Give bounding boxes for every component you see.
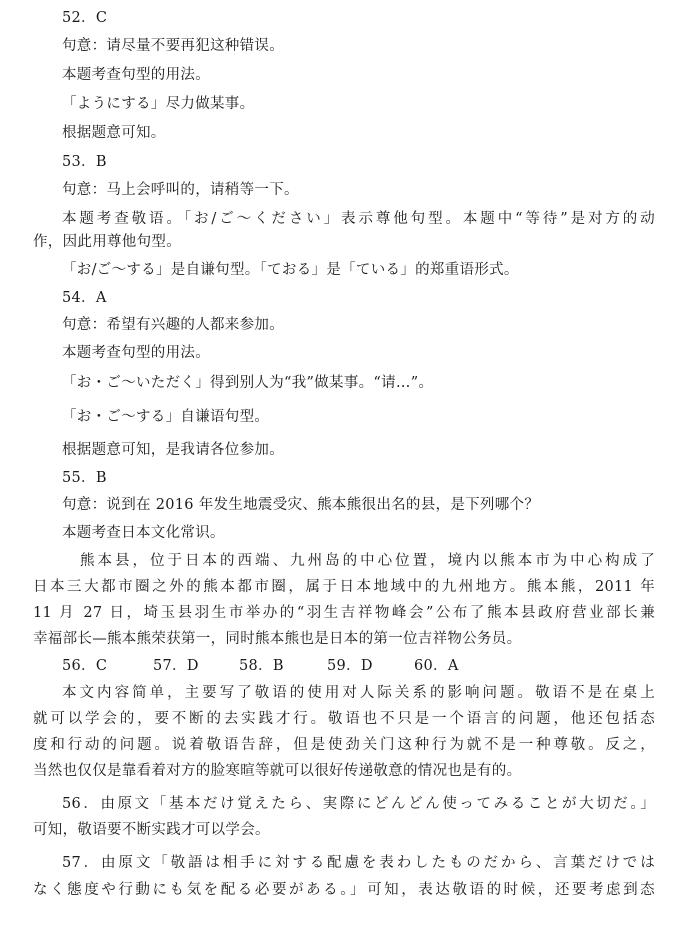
passage-summary-line: 本文内容简单，主要写了敬语的使用对人际关系的影响问题。敬语不是在桌上 bbox=[62, 685, 655, 701]
passage-summary-line: 当然也仅仅是靠看着对方的脸寒暄等就可以很好传递敬意的情况也是有的。 bbox=[33, 763, 522, 779]
q56-explanation-line2: 可知，敬语要不断实践才可以学会。 bbox=[33, 822, 270, 838]
q52-pattern: 「ようにする」尽力做某事。 bbox=[62, 96, 255, 112]
q53-topic-line1: 本题考查敬语。「お/ご～ください」表示尊他句型。本题中“等待”是对方的动 bbox=[62, 211, 655, 227]
q55-para-line: 幸福部长—熊本熊荣获第一，同时熊本熊也是日本的第一位吉祥物公务员。 bbox=[33, 631, 522, 647]
answer-item: 59．D bbox=[327, 658, 373, 674]
answer-item: 60．A bbox=[414, 658, 459, 674]
q56-explanation-line1: 56．由原文「基本だけ覚えたら、実際にどんどん使ってみることが大切だ。」 bbox=[62, 796, 655, 812]
q52-conclusion: 根据题意可知。 bbox=[62, 125, 166, 141]
answer-item: 57．D bbox=[153, 658, 199, 674]
q52-topic: 本题考查句型的用法。 bbox=[62, 67, 210, 83]
q55-para-line: 11 月 27 日，埼玉县羽生市举办的“羽生吉祥物峰会”公布了熊本县政府营业部长兼 bbox=[33, 605, 655, 621]
q55-topic: 本题考查日本文化常识。 bbox=[62, 525, 225, 541]
q54-conclusion: 根据题意可知，是我请各位参加。 bbox=[62, 442, 284, 458]
q57-explanation-line2: なく態度や行動にも気を配る必要がある。」可知，表达敬语的时候，还要考虑到态 bbox=[33, 882, 655, 898]
q53-number: 53．B bbox=[62, 154, 107, 170]
q54-topic: 本题考查句型的用法。 bbox=[62, 345, 210, 361]
q54-pattern2: 「お・ご～する」自谦语句型。 bbox=[62, 409, 270, 425]
q53-note: 「お/ご～する」是自谦句型。「ておる」是「ている」的郑重语形式。 bbox=[62, 262, 519, 278]
q54-meaning: 句意：希望有兴趣的人都来参加。 bbox=[62, 317, 284, 333]
answer-item: 56．C bbox=[62, 658, 108, 674]
q55-para-line: 日本三大都市圈之外的熊本都市圈，属于日本地域中的九州地方。熊本熊，2011 年 bbox=[33, 579, 655, 595]
q55-para-line: 熊本县，位于日本的西端、九州岛的中心位置，境内以熊本市为中心构成了 bbox=[80, 553, 655, 569]
q53-topic-line2: 作，因此用尊他句型。 bbox=[33, 234, 181, 250]
passage-summary-line: 就可以学会的，要不断的去实践才行。敬语也不只是一个语言的问题，他还包括态 bbox=[33, 711, 655, 727]
q53-meaning: 句意：马上会呼叫的，请稍等一下。 bbox=[62, 182, 299, 198]
q57-explanation-line1: 57．由原文「敬語は相手に対する配慮を表わしたものだから、言葉だけでは bbox=[62, 855, 655, 871]
q54-number: 54．A bbox=[62, 290, 107, 306]
q52-number: 52．C bbox=[62, 10, 108, 26]
q54-pattern1: 「お・ご～いただく」得到别人为“我”做某事。“请…”。 bbox=[62, 375, 434, 391]
q55-number: 55．B bbox=[62, 470, 107, 486]
passage-summary-line: 度和行动的问题。说着敬语告辞，但是使劲关门这种行为就不是一种尊敬。反之， bbox=[33, 737, 655, 753]
answers-row bbox=[62, 656, 662, 676]
answer-item: 58．B bbox=[239, 658, 284, 674]
q52-meaning: 句意：请尽量不要再犯这种错误。 bbox=[62, 38, 284, 54]
q55-meaning: 句意：说到在 2016 年发生地震受灾、熊本熊很出名的县，是下列哪个？ bbox=[62, 497, 540, 513]
